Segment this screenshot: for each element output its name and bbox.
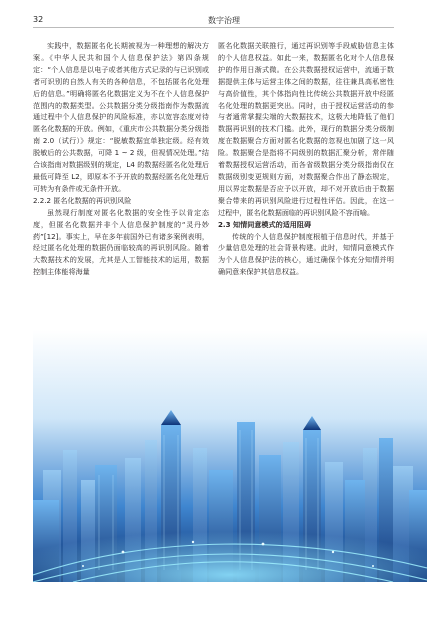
left-paragraph-1: 实践中，数据匿名化长期被视为一种理想的解决方案。《中华人民共和国个人信息保护法》第四条规定：“个人信息是以电子或者其他方式记录的与已识别或者可识别的自然人有关的各种信息，不包括匿名化处理后的信息。”明确将匿名化数据定义为不在个人信息保护范围内的数据类型。公共数据分类分级指南作为数据流通过程中个人信息保护的风险标准，亦以宽容态度对待匿名化数据的开放。例如，《重庆市公共数据分类分级指南 2.0（试行）》规定：“脱敏数据宜单独定级。经有效脱敏后的公共数据，可降 1 ~ 2 级，但视情况处理。”结合该指南对数据级别的规定，L4 的数据经匿名化处理后最低可降至 L2，即原本不予开放的数据经匿名化处理后可转为有条件或无条件开放。 (33, 41, 209, 193)
right-column (218, 40, 394, 278)
left-column (33, 40, 209, 278)
header-rule (33, 27, 394, 28)
smart-city-skyline-image (33, 330, 427, 582)
page-header (0, 0, 427, 26)
right-paragraph-1: 匿名化数据关联推行，通过再识别等手段威胁信息主体的个人信息权益。如此一来，数据匿名化对个人信息保护的作用日渐式微。在公共数据授权运营中，流通于数据提供主体与运营主体之间的数据，往往兼具高私密性与高价值性，其个体指向性比传统公共数据开放中经匿名化处理的数据更突出。同时，由于授权运营活动的参与者通常掌握尖端的大数据技术，这极大地降低了他们数据再识别的技术门槛。此外，现行的数据分类分级制度在数据聚合方面对匿名化数据的忽视也加剧了这一风险。数据聚合是指将不同级别的数据汇聚分析，常伴随着数据授权运营活动，而各省级数据分类分级指南仅在数据级别变更规则方面，对数据聚合作出了静态规定，用以界定数据是否应予以开放，却不对开放后由于数据聚合带来的再识别风险进行过程性评估。因此，在这一过程中，匿名化数据面临的再识别风险不容而喻。 (218, 41, 394, 217)
section-heading-2-3: 2.3 知情同意模式的适用阻碍 (218, 219, 312, 229)
page-number: 32 (33, 15, 44, 24)
section-heading-2-2-2: 2.2.2 匿名化数据的再识别风险 (33, 195, 132, 205)
city-illustration-svg (33, 330, 427, 582)
right-paragraph-2: 传统的个人信息保护制度根植于信息时代，并基于少量信息处理的社会背景构建。此时，知情同意模式作为个人信息保护法的核心，通过确保个体充分知情并明确同意来保护其信息权益。 (218, 231, 394, 277)
left-paragraph-2: 虽然现行制度对匿名化数据的安全性予以肯定态度，但匿名化数据并非个人信息保护制度的“灵丹妙药”[12]。事实上，早在多年前国外已有诸多案例表明，经过匿名化处理的数据仍面临较高的再识别风险。随着大数据技术的发展，尤其是人工智能技术的运用，数据控制主体能将海量 (33, 207, 209, 277)
journal-title: 数字治理 (208, 16, 240, 25)
